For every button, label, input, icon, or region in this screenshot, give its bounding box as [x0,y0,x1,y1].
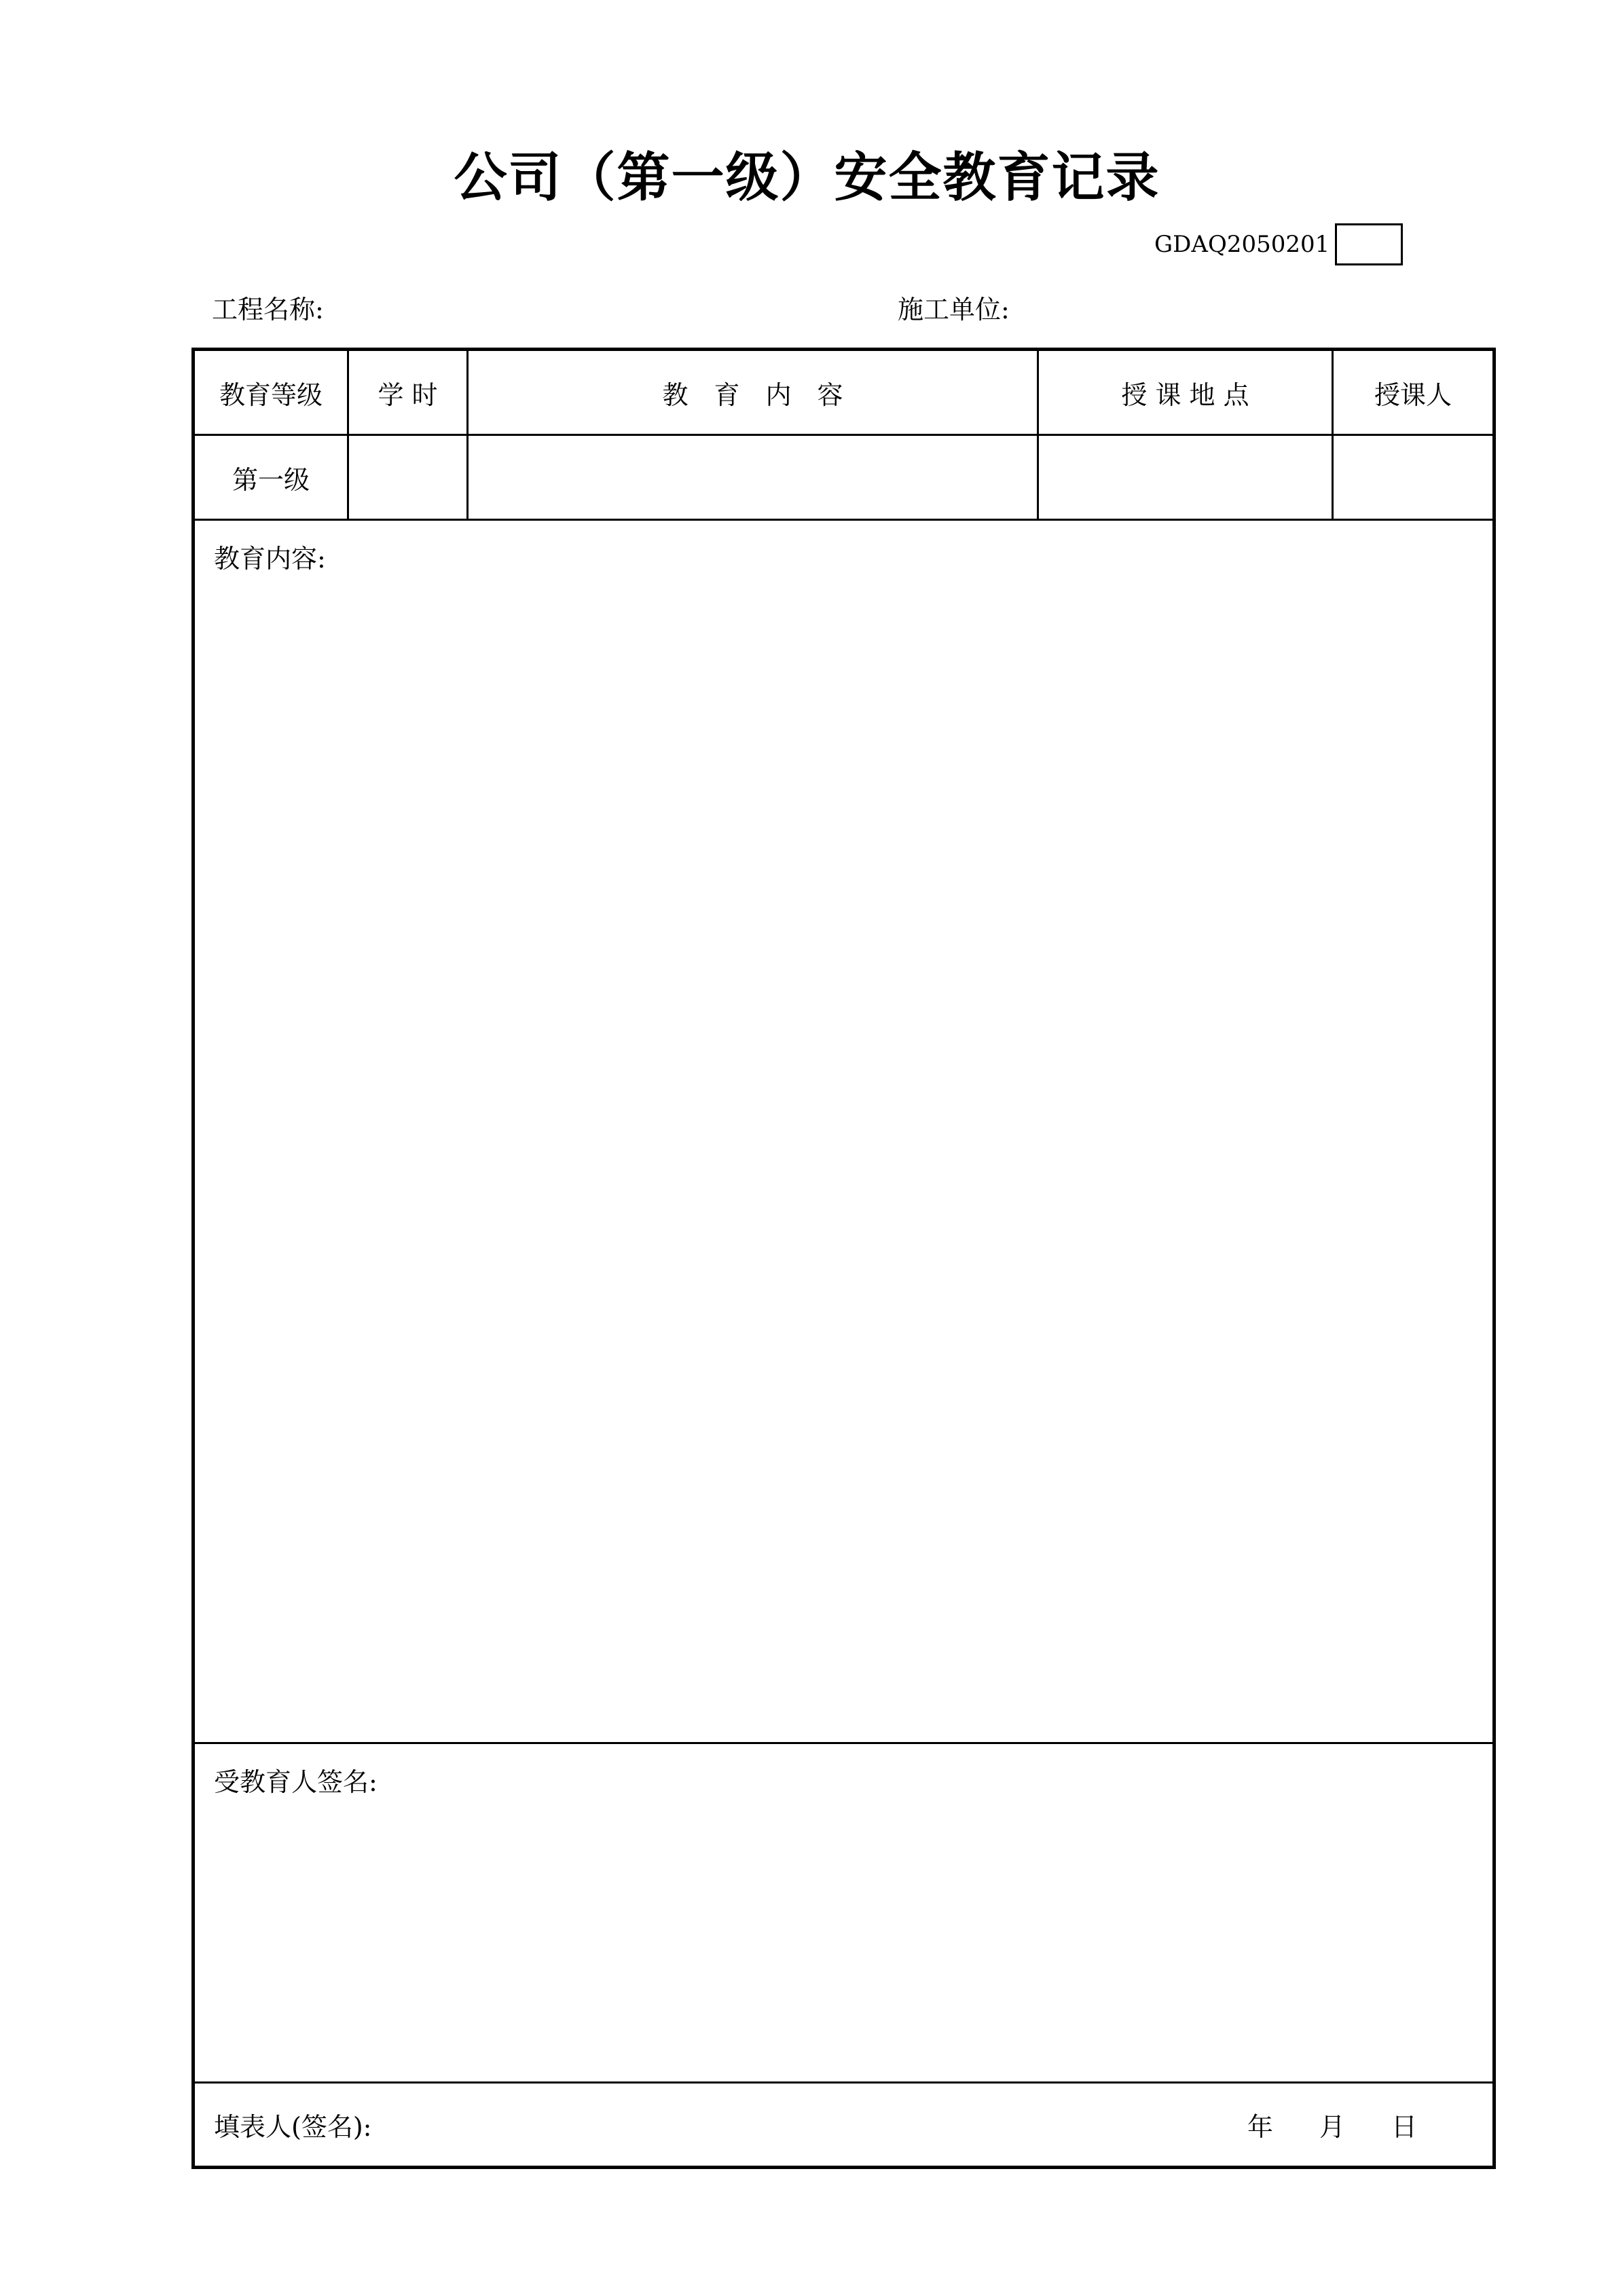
project-name-label: 工程名称: [212,295,324,325]
education-level-value: 第一级 [195,436,349,519]
header-teaching-location: 授 课 地 点 [1039,351,1334,434]
trainee-signature-block[interactable] [195,1744,1492,2084]
table-row [195,436,1492,521]
instructor-field[interactable] [1334,436,1492,519]
form-code-row [1154,221,1403,267]
education-content-label: 教育内容: [214,544,326,574]
page-title: 公司（第一级）安全教育记录 [454,147,1160,208]
header-instructor: 授课人 [1374,379,1452,410]
class-hours-field[interactable] [349,436,469,519]
header-education-content: 教 育 内 容 [469,351,1039,434]
table-header-row [195,351,1492,436]
header-class-hours: 学 时 [349,351,469,434]
education-content-block[interactable] [195,521,1492,1744]
trainee-signature-label: 受教育人签名: [214,1767,378,1797]
construction-unit-label: 施工单位: [898,295,1010,325]
teaching-location-field[interactable] [1039,436,1334,519]
form-filler-row[interactable] [195,2084,1492,2166]
header-education-level: 教育等级 [195,351,349,434]
form-code: GDAQ2050201 [1154,231,1330,258]
form-code-box[interactable] [1335,223,1403,265]
date-day-label: 日 [1391,2112,1418,2142]
education-content-field[interactable] [469,436,1039,519]
form-filler-label: 填表人(签名): [214,2112,372,2142]
date-year-label: 年 [1247,2112,1274,2142]
date-month-label: 月 [1319,2112,1346,2142]
education-record-table [191,348,1496,2169]
